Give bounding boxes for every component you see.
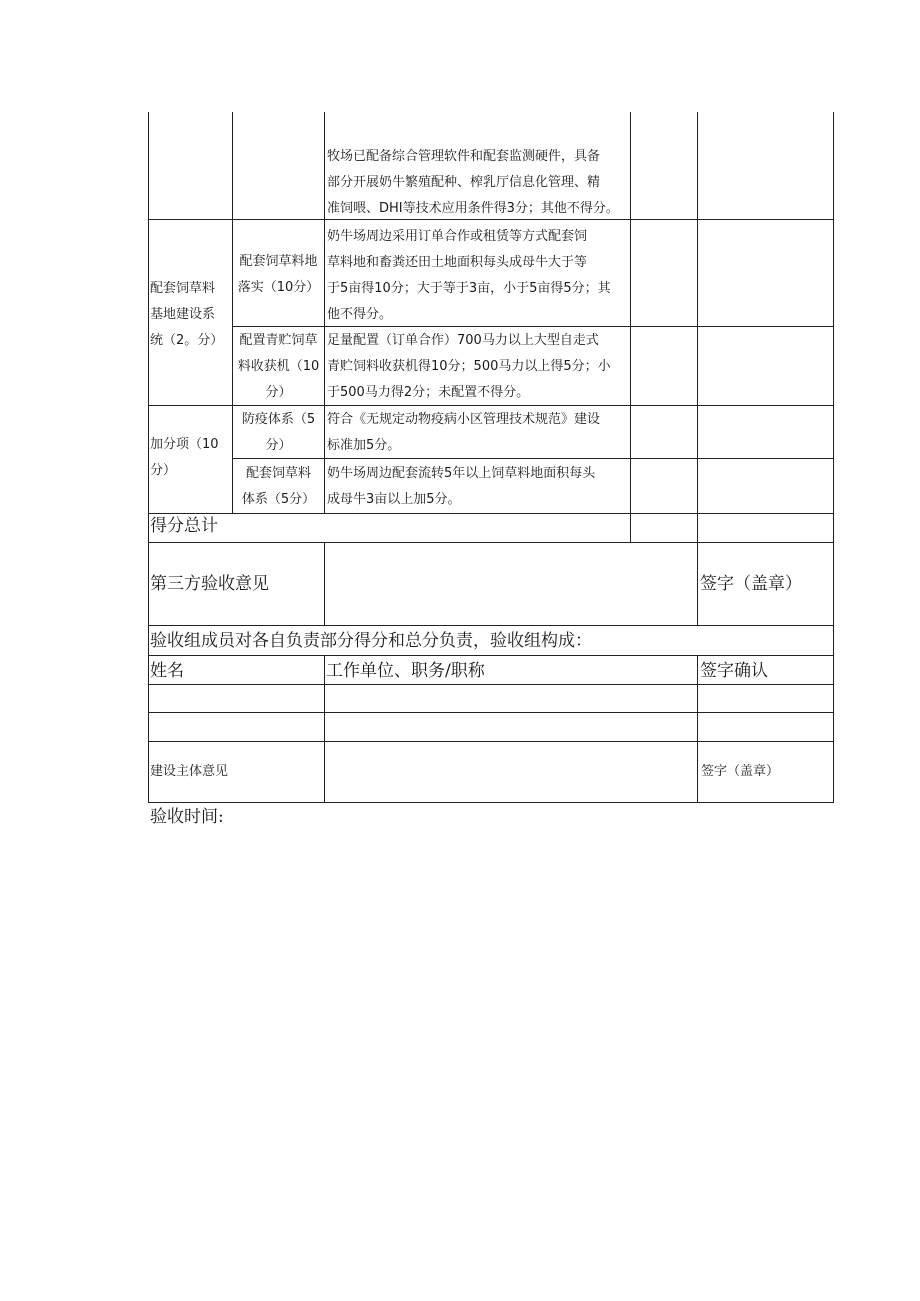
criterion-forage-system: 奶牛场周边配套流转5年以上饲草料地面积每头 成母牛3亩以上加5分。	[327, 466, 596, 507]
members-header-org: 工作单位、职务/职称	[326, 661, 485, 681]
forage-group-label: 配套饲草料 基地建设系 统（2。分）	[150, 281, 224, 348]
members-header-sign: 签字确认	[700, 661, 768, 681]
members-header-name: 姓名	[150, 661, 184, 681]
item-name-silage-harvester: 配置青贮饲草 料收获机（10 分）	[237, 333, 320, 400]
third-party-sign-label: 签字（盖章）	[700, 574, 802, 594]
item-name-forage-system: 配套饲草料 体系（5分）	[241, 466, 316, 507]
owner-opinion-label: 建设主体意见	[150, 764, 229, 779]
total-score-label: 得分总计	[150, 516, 218, 536]
criterion-mgmt-software: 牧场已配备综合管理软件和配套监测硬件，具备 部分开展奶牛繁殖配种、榨乳厅信息化管理、精 准饲喂、DHI等技术应用条件得3分；其他不得分。	[327, 149, 619, 216]
item-name-forage-land: 配套饲草料地 落实（10分）	[237, 254, 320, 295]
bonus-group-label: 加分项（10 分）	[150, 437, 219, 478]
owner-sign-label: 签字（盖章）	[701, 764, 780, 779]
criterion-silage-harvester: 足量配置（订单合作）700马力以上大型自走式 青贮饲料收获机得10分；500马力以上得5分；小 于500马力得2分；未配置不得分。	[327, 333, 611, 400]
item-name-epidemic-prevention: 防疫体系（5 分）	[241, 412, 316, 453]
acceptance-time-label: 验收时间:	[150, 807, 224, 827]
criterion-forage-land: 奶牛场周边采用订单合作或租赁等方式配套饲 草料地和畜粪还田土地面积每头成母牛大于等 于5亩得10分；大于等于3亩，小于5亩得5分；其 他不得分。	[327, 229, 611, 322]
criterion-epidemic-prevention: 符合《无规定动物疫病小区管理技术规范》建设 标准加5分。	[327, 412, 601, 453]
third-party-label: 第三方验收意见	[150, 574, 269, 594]
members-intro: 验收组成员对各自负责部分得分和总分负责，验收组构成：	[150, 631, 592, 651]
